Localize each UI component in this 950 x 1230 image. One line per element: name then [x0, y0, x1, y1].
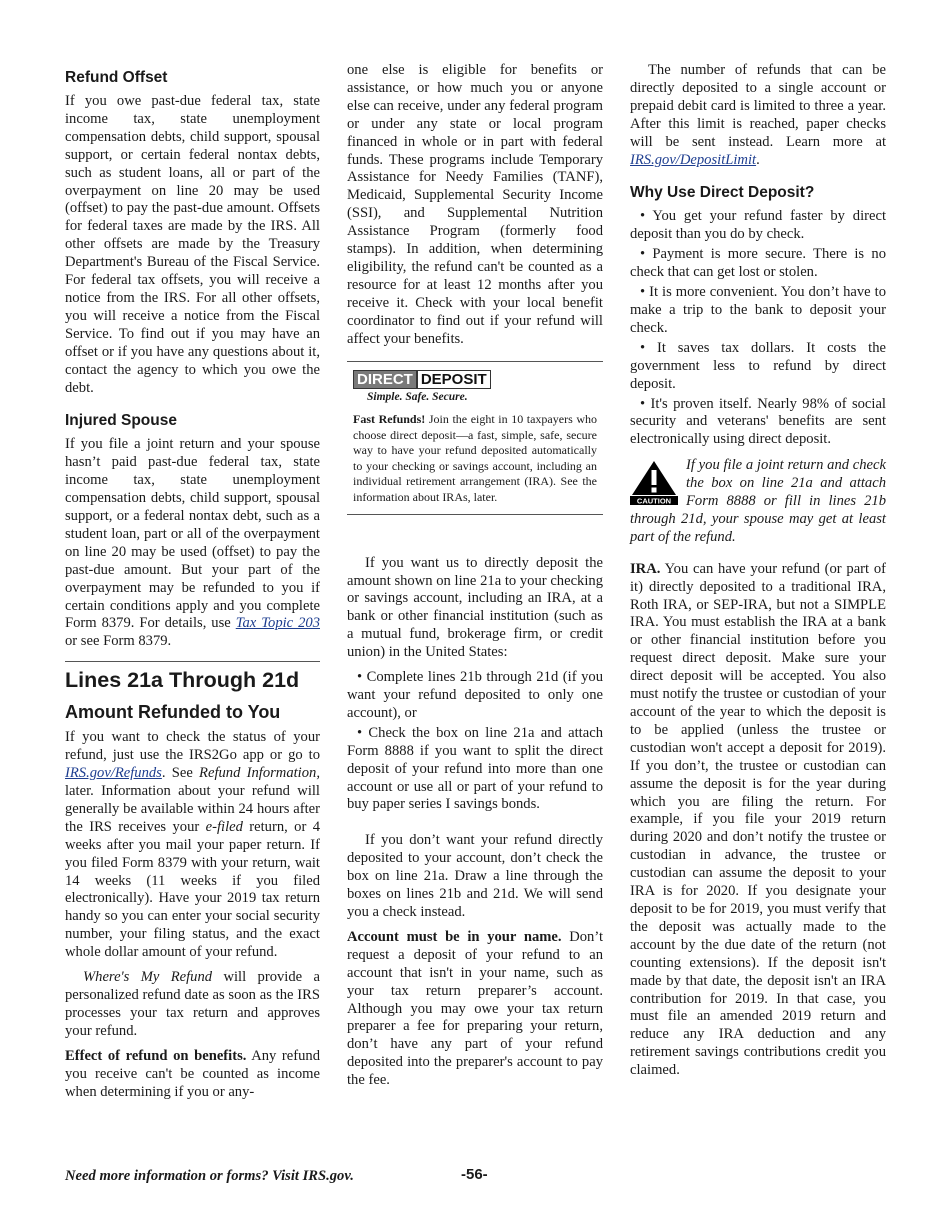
ira-heading: IRA. [630, 560, 661, 577]
account-heading: Account must be in your name. [347, 928, 562, 945]
paragraph-account-in-name [347, 929, 603, 1090]
fast-refunds-text [353, 412, 597, 506]
column-middle [347, 62, 603, 1097]
why-bullet: • Payment is more secure. There is no check that can get lost or stolen. [630, 246, 886, 281]
logo-tagline: Simple. Safe. Secure. [367, 390, 468, 403]
section-divider [65, 661, 320, 662]
limit-text: The number of refunds that can be directly deposited to a single account or prepaid debit card is limited to three a year. After this limit is reached, paper checks will be sent instead. Learn more at [630, 62, 886, 150]
heading-injured-spouse: Injured Spouse [65, 412, 177, 430]
irs-refunds-link[interactable]: IRS.gov/Refunds [65, 765, 162, 782]
why-bullet: • It is more convenient. You don’t have to make a trip to the bank to deposit your check. [630, 284, 886, 336]
wmr-text: will provide a personalized refund date as soon as the IRS processes your tax return and approves your refund. [65, 969, 320, 1039]
bullet-attach-8888: • Check the box on line 21a and attach Form 8888 if you want to split the direct deposit of your refund into more than one account or use all or part of your refund to buy paper series I savings bonds. [347, 724, 603, 813]
paragraph-wheres-my-refund [65, 969, 320, 1041]
paragraph-benefits-cont: one else is eligible for benefits or assistance, or how much you or anyone else can receive, under any federal program or under any state or local program financed in whole or in part with federal funds. These programs include Temporary Assistance for Needy Families (TANF), Medicaid, Supplemental Security Income (SSI), and Supplemental Nutrition Assistance Program (formerly food stamps). In addition, when determining eligibility, the refund can't be counted as a resource for at least 12 months after you receive it. Check with your local benefit coordinator to find out if your refund will affect your benefits. [347, 62, 603, 347]
footer-more-info: Need more information or forms? Visit IRS.gov. [65, 1168, 354, 1184]
paragraph-injured-spouse [65, 436, 320, 651]
heading-lines-21a-21d: Lines 21a Through 21d [65, 668, 300, 693]
paragraph-refund-offset: If you owe past-due federal tax, state income tax, state unemployment compensation debts, child support, spousal support, or certain federal nontax debts, such as student loans, all or part of the overpayment on line 20 may be used (offset) to pay the past-due amount. Offsets for federal taxes are made by the IRS. All other offsets are made by the Treasury Department's Bureau of the Fiscal Service. For federal tax offsets, you will receive a notice from the IRS. For all other offsets, you will receive a notice from the Fiscal Service. To find out if you may have an offset or if you have any questions about it, contact the agency to which you owe the debt. [65, 93, 320, 396]
effect-heading: Effect of refund on benefits. [65, 1047, 247, 1064]
paragraph-refund-limit [630, 62, 886, 169]
caution-note [630, 457, 886, 547]
direct-deposit-logo [353, 370, 491, 389]
effect-text: Any refund you receive can't be counted as income when determining if you or any- [65, 1047, 321, 1100]
logo-direct: DIRECT [354, 371, 416, 388]
paragraph-ira [630, 561, 886, 1080]
bullet-complete-lines: • Complete lines 21b through 21d (if you want your refund deposited to only one account), or [347, 669, 603, 721]
paragraph-dont-want-deposit: If you don’t want your refund directly deposited to your account, don’t check the box on line 21a. Draw a line through the boxes on lines 21b and 21d. We will send you a check instead. [347, 832, 603, 920]
page-number: -56- [461, 1166, 488, 1183]
caution-label: CAUTION [636, 496, 672, 506]
heading-refund-offset: Refund Offset [65, 69, 168, 86]
status-text-4: return, or 4 weeks after you mail your paper return. If you filed Form 8379 with your return, wait 14 weeks (11 weeks if you filed electronically). Have your 2019 tax return handy so you can enter your social security number, your filing status, and the exact whole dollar amount of your refund. [65, 818, 320, 961]
why-bullet: • It saves tax dollars. It costs the government less to refund by direct deposit. [630, 339, 886, 392]
fast-refunds-body: Join the eight in 10 taxpayers who choose direct deposit—a fast, simple, safe, secure way to have your refund deposited automatically to your checking or savings account, including an individual retirement arrangement (IRA). See the information about IRAs, later. [353, 412, 598, 505]
heading-amount-refunded: Amount Refunded to You [65, 702, 281, 723]
direct-deposit-box [347, 361, 603, 515]
page-footer [65, 1166, 885, 1188]
why-bullet: • You get your refund faster by direct deposit than you do by check. [630, 208, 886, 243]
injured-spouse-text: If you file a joint return and your spouse hasn’t paid past-due federal tax, state income tax, state unemployment compensation debts, child support, spousal support, or a federal nontax debt, such as a student loan, part or all of the overpayment on line 20 may be used (offset) to pay the past-due amount. But your part of the overpayment may be refunded to you if certain conditions apply and you complete Form 8379. For details, use [65, 436, 320, 632]
account-text: Don’t request a deposit of your refund to an account that isn't in your name, such as your tax return preparer’s account. Although you may owe your tax return preparer a fee for preparing your return, don’t have any part of your refund deposited into the preparer's account to pay the fee. [347, 928, 604, 1089]
status-text-1: If you want to check the status of your refund, just use the IRS2Go app or go to [65, 729, 320, 764]
efiled-term: e-filed [205, 818, 243, 835]
limit-end: . [756, 151, 760, 168]
status-text-3: later. Information about your refund will generally be available within 24 hours after the IRS receives your [65, 783, 320, 835]
ira-text: You can have your refund (or part of it) directly deposited to a traditional IRA, Roth IRA, or SEP-IRA, but not a SIMPLE IRA. You must establish the IRA at a bank or other financial institution before you request direct deposit. Make sure your direct deposit will be accepted. You also must notify the trustee or custodian of your account of the year to which the deposit is to be applied (unless the trustee or custodian won't accept a deposit for 2019). If you don’t, the trustee or custodian can assume the deposit is for the year during which you are filing the return. For example, if you file your 2019 return during 2020 and don’t notify the trustee or custodian in advance, the trustee or custodian can assume the deposit to your IRA is for 2020. If you designate your deposit to be for 2019, you must verify that the deposit was actually made to the account by the due date of the return (not counting extensions). If the deposit isn't made by that date, the deposit isn't an IRA contribution for 2019. In that case, you must file an amended 2019 return and reduce any IRA deduction and any retirement savings contributions credit you claimed. [630, 560, 886, 1079]
injured-spouse-end: or see Form 8379. [65, 633, 172, 650]
fast-refunds-heading: Fast Refunds! [353, 412, 426, 427]
deposit-limit-link[interactable]: IRS.gov/DepositLimit [630, 151, 757, 168]
column-left [65, 62, 320, 1108]
logo-deposit: DEPOSIT [416, 371, 490, 388]
refund-information-ref: Refund Information, [199, 765, 320, 782]
paragraph-refund-status [65, 729, 320, 962]
why-bullet: • It's proven itself. Nearly 98% of social security and veterans' benefits are sent electronically using direct deposit. [630, 395, 886, 448]
tax-topic-203-link[interactable]: Tax Topic 203 [235, 615, 320, 632]
status-text-2: . See [161, 765, 200, 782]
wheres-my-refund-term: Where's My Refund [83, 969, 213, 986]
caution-icon [630, 459, 678, 505]
paragraph-effect-on-benefits [65, 1048, 320, 1102]
caution-text: If you file a joint return and check the box on line 21a and attach Form 8888 or fill in lines 21b through 21d, your spouse may get at least part of the refund. [630, 457, 886, 545]
column-right [630, 62, 886, 1087]
paragraph-if-want-deposit: If you want us to directly deposit the amount shown on line 21a to your checking or savings account, including an IRA, at a bank or other financial institution (such as a mutual fund, brokerage firm, or credit union) in the United States: [347, 554, 603, 661]
heading-why-direct-deposit: Why Use Direct Deposit? [630, 184, 815, 202]
